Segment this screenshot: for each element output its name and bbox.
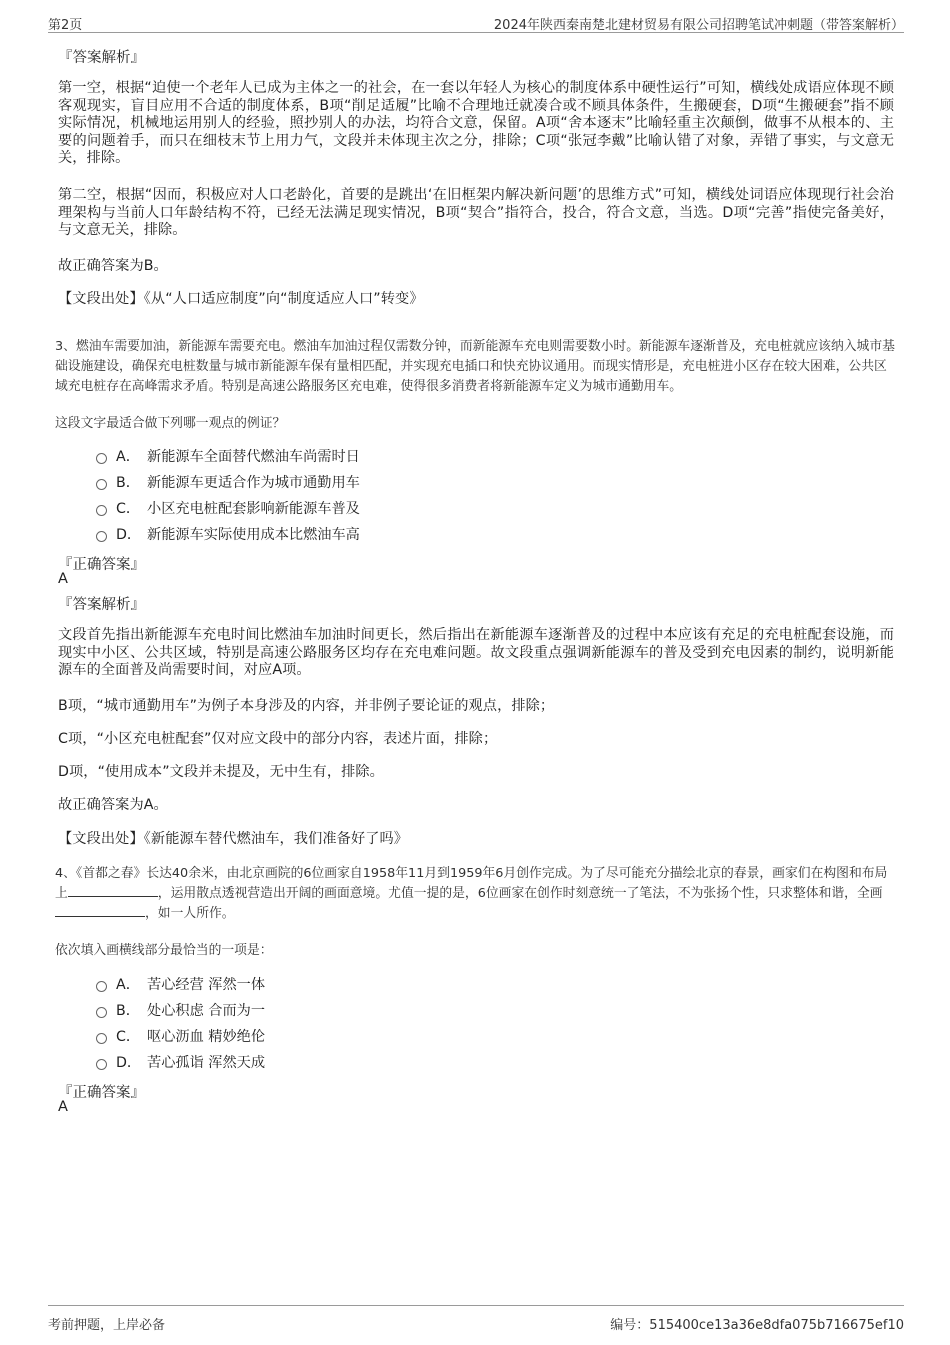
q3-ask: 这段文字最适合做下列哪一观点的例证？ (55, 416, 286, 431)
q3-analysis-paragraph-2: B项，“城市通勤用车”为例子本身涉及的内容，并非例子要论证的观点，排除； (58, 698, 555, 714)
q3-analysis-paragraph-4: D项，“使用成本”文段并未提及，无中生有，排除。 (58, 764, 384, 780)
q4-option-c[interactable]: C． 呕心沥血 精妙绝伦 (96, 1026, 265, 1046)
footer-slogan: 考前押题，上岸必备 (48, 1318, 166, 1333)
radio-icon[interactable] (96, 479, 107, 490)
page-footer (48, 1305, 904, 1336)
q3-conclusion: 故正确答案为A。 (58, 797, 168, 813)
q2-analysis-paragraph-1: 第一空，根据“迫使一个老年人已成为主体之一的社会，在一套以年轻人为核心的制度体系中硬性运行”可知，横线处成语应体现不顾客观现实，盲目应用不合适的制度体系，B项“削足适履”比喻不合理地迁就凑合或不顾具体条件，生搬硬套，D项“生搬硬套”指不顾实际情况，机械地运用别人的经验，照抄别人的办法，均符合文意，保留。A项“舍本逐末”比喻轻重主次颠倒，做事不从根本的、主要的问题着手，而只在细枝末节上用力气，文段并未体现主次之分，排除；C项“张冠李戴”比喻认错了对象，弄错了事实，与文意无关，排除。 (58, 80, 894, 167)
q3-analysis-paragraph-1: 文段首先指出新能源车充电时间比燃油车加油时间更长，然后指出在新能源车逐渐普及的过程中本应该有充足的充电桩配套设施，而现实中小区、公共区域，特别是高速公路服务区均存在充电难问题。故文段重点强调新能源车的普及受到充电因素的制约，说明新能源车的全面普及尚需要时间，对应A项。 (58, 627, 894, 679)
q3-analysis-paragraph-3: C项，“小区充电桩配套”仅对应文段中的部分内容，表述片面，排除； (58, 731, 498, 747)
radio-icon[interactable] (96, 1033, 107, 1044)
q3-option-c[interactable]: C． 小区充电桩配套影响新能源车普及 (96, 498, 360, 518)
q3-correct-label: 『正确答案』 (58, 557, 145, 573)
q3-question-text: 3、燃油车需要加油，新能源车需要充电。燃油车加油过程仅需数分钟，而新能源车充电则需要数小时。新能源车逐渐普及，充电桩就应该纳入城市基础设施建设，确保充电桩数量与城市新能源车保有量相匹配，并实现充电插口和快充协议通用。而现实情形是，充电桩进小区存在较大困难，公共区域充电桩存在高峰需求矛盾。特别是高速公路服务区充电难，使得很多消费者将新能源车定义为城市通勤用车。 (55, 339, 895, 394)
q3-source: 【文段出处】《新能源车替代燃油车，我们准备好了吗》 (58, 831, 409, 847)
q4-option-a[interactable]: A． 苦心经营 浑然一体 (96, 974, 265, 994)
radio-icon[interactable] (96, 453, 107, 464)
q3-option-b[interactable]: B． 新能源车更适合作为城市通勤用车 (96, 472, 360, 492)
q2-analysis-label: 『答案解析』 (58, 50, 145, 66)
document-title: 2024年陕西秦南楚北建材贸易有限公司招聘笔试冲刺题（带答案解析） (493, 18, 904, 33)
q2-source: 【文段出处】《从“人口适应制度”向“制度适应人口”转变》 (58, 291, 424, 307)
q3-option-a[interactable]: A． 新能源车全面替代燃油车尚需时日 (96, 446, 360, 466)
radio-icon[interactable] (96, 531, 107, 542)
q3-correct-answer: A (58, 571, 68, 587)
q4-ask: 依次填入画横线部分最恰当的一项是： (55, 943, 273, 958)
q4-option-d[interactable]: D． 苦心孤诣 浑然天成 (96, 1052, 265, 1072)
radio-icon[interactable] (96, 1059, 107, 1070)
radio-icon[interactable] (96, 1007, 107, 1018)
document-id: 编号：515400ce13a36e8dfa075b716675ef10 (610, 1318, 904, 1333)
q4-correct-label: 『正确答案』 (58, 1085, 145, 1101)
radio-icon[interactable] (96, 981, 107, 992)
fill-blank-1 (68, 884, 158, 897)
radio-icon[interactable] (96, 505, 107, 516)
page-header (48, 10, 904, 33)
q4-option-b[interactable]: B． 处心积虑 合而为一 (96, 1000, 265, 1020)
q3-option-d[interactable]: D． 新能源车实际使用成本比燃油车高 (96, 524, 360, 544)
fill-blank-2 (55, 904, 145, 917)
q4-question-text: 4、《首都之春》长达40余米，由北京画院的6位画家自1958年11月到1959年6月创作完成。为了尽可能充分描绘北京的春景，画家们在构图和布局上 ，运用散点透视营造出开阔的画面意境。尤值一提的是，6位画家在创作时刻意统一了笔法，不为张扬个性，只求整体和谐，全画，如一人所作。 (55, 866, 888, 921)
q2-analysis-paragraph-2: 第二空，根据“因而，积极应对人口老龄化，首要的是跳出‘在旧框架内解决新问题’的思维方式”可知，横线处词语应体现现行社会治理架构与当前人口年龄结构不符，已经无法满足现实情况，B项“契合”指符合，投合，符合文意，当选。D项“完善”指使完备美好，与文意无关，排除。 (58, 187, 894, 239)
q4-correct-answer: A (58, 1099, 68, 1115)
q2-conclusion: 故正确答案为B。 (58, 258, 168, 274)
q3-analysis-label: 『答案解析』 (58, 597, 145, 613)
page-number: 第2页 (48, 18, 83, 33)
